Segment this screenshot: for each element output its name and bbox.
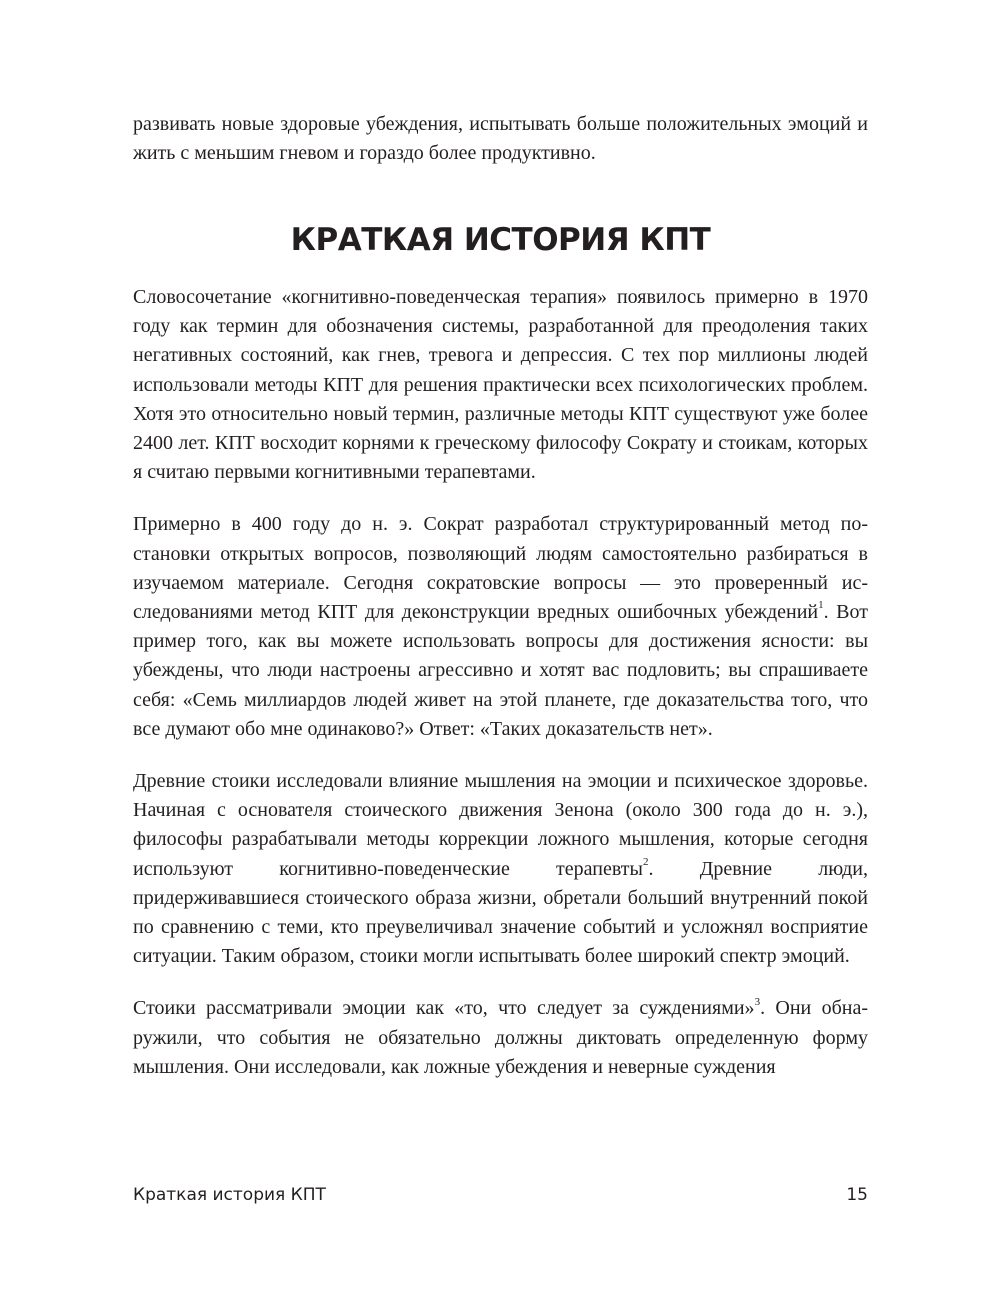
- page-content: [133, 110, 868, 1078]
- paragraph-3-text-a: Древние стоики исследовали влияние мышления на эмоции и психическое здоровье. Начиная с основателя стоического движения Зенона (около 300 года до н. э.), философы разрабатывали методы коррекции ложного мышления, которые сегодня используют когнитивно-поведенческие терапевты: [133, 770, 868, 880]
- paragraph-3: [133, 767, 868, 971]
- paragraph-3-text-b: . Древние люди, придерживавшиеся стоического образа жизни, обретали больший внутренний покой по сравнению с теми, кто преувеличивал значение событий и усложнял восприятие ситуации. Таким образом, стоики могли испытывать более широкий спектр эмоций.: [133, 857, 868, 968]
- intro-paragraph: развивать новые здоровые убеждения, испытывать больше положительных эмоций и жить с меньшим гневом и гораздо более продуктивно.: [133, 113, 868, 165]
- running-title: Краткая история КПТ: [133, 1185, 326, 1205]
- footnote-ref-1: 1: [818, 599, 824, 612]
- footnote-ref-2: 2: [643, 856, 649, 868]
- paragraph-4: [133, 994, 868, 1082]
- paragraph-4-text-a: Стоики рассматривали эмоции как «то, что следует за суждениями»: [133, 997, 755, 1020]
- section-body: [133, 283, 868, 1105]
- footnote-ref-3: 3: [754, 995, 761, 1008]
- section-title: КРАТКАЯ ИСТОРИЯ КПТ: [290, 222, 711, 258]
- paragraph-2-text-b: . Вот пример того, как вы можете использовать вопросы для достижения ясности: вы убеждены, что люди настроены агрессивно и хотят вас подловить; вы спрашиваете себя: «Семь миллиардов людей живет на этой планете, где доказательства того, что все думают обо мне одинаково?» Ответ: «Таких доказательств нет».: [133, 601, 868, 740]
- paragraph-4-text-b: . Они обнаружили, что события не обязательно должны диктовать определенную форму мышления. Они исследовали, как ложные убеждения и неверные суждения: [133, 997, 868, 1078]
- paragraph-2: [133, 510, 868, 744]
- paragraph-1: Словосочетание «когнитивно-поведенческая терапия» появилось примерно в 1970 году как термин для обозначения системы, разработанной для преодоления таких негативных состояний, как гнев, тревога и депрессия. С тех пор миллионы людей использовали методы КПТ для решения практически всех психологических проблем. Хотя это относительно новый термин, различные методы КПТ существуют уже более 2400 лет. КПТ восходит корнями к греческому философу Сократу и стоикам, которых я считаю первыми когнитивными терапевтами.: [133, 286, 868, 484]
- page-number: 15: [846, 1185, 868, 1205]
- paragraph-2-text-a: Примерно в 400 году до н. э. Сократ разработал структурированный метод постановки открытых вопросов, позволяющий людям самостоятельно разбираться в изучаемом материале. Сегодня сократовские вопросы — это проверенный исследованиями метод КПТ для деконструкции вредных ошибочных убеждений: [133, 513, 868, 624]
- page-footer: [133, 1185, 868, 1213]
